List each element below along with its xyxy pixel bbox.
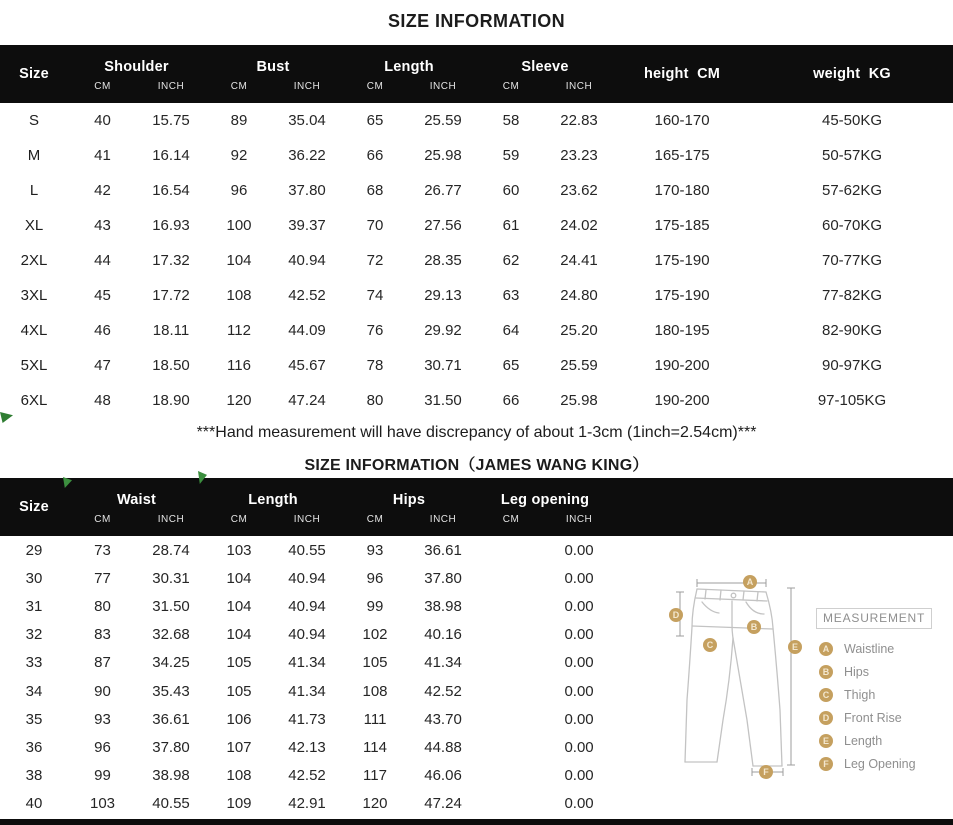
- table-cell: 87: [94, 654, 111, 672]
- badge-d-icon: D: [819, 711, 833, 725]
- table-cell: 104: [226, 597, 252, 615]
- table-cell: 16.93: [152, 217, 190, 234]
- table-cell: 175-190: [654, 252, 710, 269]
- table-cell: 25.59: [424, 112, 462, 129]
- unit-label-inch: INCH: [273, 77, 341, 103]
- unit-label-cm: CM: [477, 510, 545, 536]
- table-cell: 96: [230, 182, 248, 199]
- badge-d-icon: D: [669, 608, 683, 622]
- table-cell: 46.06: [424, 767, 462, 785]
- measurement-note: ***Hand measurement will have discrepancy of about 1-3cm (1inch=2.54cm)***: [196, 424, 757, 441]
- table-cell: 83: [94, 626, 111, 644]
- table-cell: 66: [366, 147, 384, 164]
- table-cell: 90: [94, 682, 111, 700]
- table-cell: 77-82KG: [821, 287, 883, 304]
- table-cell: 59: [502, 147, 520, 164]
- table-cell: 16.14: [152, 147, 190, 164]
- table-cell: [477, 790, 545, 818]
- table-cell: 65: [502, 357, 520, 374]
- table-cell: 31: [25, 597, 43, 615]
- legend-title: MEASUREMENT: [816, 608, 932, 629]
- table-cell: 41.34: [424, 654, 462, 672]
- table-cell: 3XL: [20, 287, 48, 304]
- table-cell: 30: [25, 569, 43, 587]
- pants-table-header: [0, 478, 953, 536]
- table-cell: 41.73: [288, 710, 326, 728]
- table-cell: 63: [502, 287, 520, 304]
- table-cell: 18.50: [152, 357, 190, 374]
- column-header-length: Length: [341, 45, 477, 77]
- legend-item: [816, 637, 951, 660]
- table-cell: 25.59: [560, 357, 598, 374]
- table-cell: 0.00: [564, 795, 594, 813]
- badge-c-icon: C: [819, 688, 833, 702]
- table-cell: 65: [366, 112, 384, 129]
- badge-a-icon: A: [743, 575, 757, 589]
- table-cell: 29: [25, 541, 43, 559]
- table-cell: 45: [94, 287, 111, 304]
- table-cell: [477, 536, 545, 564]
- table-cell: 175-185: [654, 217, 710, 234]
- table-cell: 160-170: [654, 112, 710, 129]
- table-cell: 0.00: [564, 541, 594, 559]
- table-cell: 96: [366, 569, 384, 587]
- table-cell: 42.52: [424, 682, 462, 700]
- table-row: [0, 103, 953, 138]
- table-cell: [477, 733, 545, 761]
- table-cell: 34.25: [152, 654, 190, 672]
- badge-f-icon: F: [759, 765, 773, 779]
- table-cell: 70: [366, 217, 384, 234]
- table-cell: [477, 677, 545, 705]
- table-cell: 70-77KG: [821, 252, 883, 269]
- table-cell: 40.55: [152, 795, 190, 813]
- table-cell: 17.32: [152, 252, 190, 269]
- badge-b-icon: B: [819, 665, 833, 679]
- table-cell: 28.35: [424, 252, 462, 269]
- table-cell: 16.54: [152, 182, 190, 199]
- column-header-weight: weight KG: [751, 45, 953, 103]
- table-cell: 103: [89, 795, 116, 813]
- legend-items: [816, 637, 951, 775]
- header-filler: [613, 478, 953, 536]
- column-header-length: Length: [205, 478, 341, 510]
- table-cell: 0.00: [564, 597, 594, 615]
- table-cell: 22.83: [560, 112, 598, 129]
- table-cell: 50-57KG: [821, 147, 883, 164]
- table-cell: 18.90: [152, 392, 190, 409]
- table-cell: 0.00: [564, 710, 594, 728]
- unit-label-inch: INCH: [409, 77, 477, 103]
- column-header-size: Size: [0, 478, 68, 536]
- table-cell: 62: [502, 252, 520, 269]
- table-cell: 61: [502, 217, 520, 234]
- badge-c-icon: C: [703, 638, 717, 652]
- size-information-table: [0, 45, 953, 418]
- table-cell: 36.61: [424, 541, 462, 559]
- table-cell: 23.62: [560, 182, 598, 199]
- table-cell: 57-62KG: [821, 182, 883, 199]
- table-cell: 99: [94, 767, 111, 785]
- table-cell: S: [28, 112, 39, 129]
- table-cell: 120: [226, 392, 252, 409]
- table-cell: 99: [366, 597, 384, 615]
- table-cell: 38: [25, 767, 43, 785]
- unit-label-inch: INCH: [545, 510, 613, 536]
- table-cell: 46: [94, 322, 111, 339]
- table-row: [0, 138, 953, 173]
- column-header-height: height CM: [613, 45, 751, 103]
- table-cell: 82-90KG: [821, 322, 883, 339]
- table-row: [0, 383, 953, 418]
- table-cell: 76: [366, 322, 384, 339]
- table-cell: 72: [366, 252, 384, 269]
- legend-label: Front Rise: [844, 710, 902, 725]
- table-cell: 6XL: [20, 392, 48, 409]
- table-cell: 42: [94, 182, 111, 199]
- unit-label-cm: CM: [68, 77, 137, 103]
- legend-label: Leg Opening: [844, 756, 916, 771]
- table-cell: 34: [25, 682, 43, 700]
- table-cell: 40.55: [288, 541, 326, 559]
- page-title: SIZE INFORMATION: [387, 11, 566, 31]
- table-cell: 32.68: [152, 626, 190, 644]
- table-cell: 105: [226, 654, 252, 672]
- table-row: [0, 173, 953, 208]
- table-cell: 43: [94, 217, 111, 234]
- table-cell: 38.98: [152, 767, 190, 785]
- table-cell: 37.80: [152, 738, 190, 756]
- table-cell: 90-97KG: [821, 357, 883, 374]
- table-cell: 165-175: [654, 147, 710, 164]
- table-row: [0, 313, 953, 348]
- table-cell: 112: [227, 322, 251, 339]
- table-cell: 114: [363, 738, 387, 756]
- table-cell: 190-200: [654, 392, 710, 409]
- table-cell: 47.24: [288, 392, 326, 409]
- table-cell: 80: [366, 392, 384, 409]
- table-cell: 40.94: [288, 569, 326, 587]
- table-cell: 29.13: [424, 287, 462, 304]
- table-cell: 0.00: [564, 682, 594, 700]
- table-cell: 43.70: [424, 710, 462, 728]
- unit-label-cm: CM: [205, 77, 273, 103]
- table-cell: 37.80: [288, 182, 326, 199]
- legend-item: [816, 752, 951, 775]
- table-cell: 40.94: [288, 252, 326, 269]
- unit-label-inch: INCH: [409, 510, 477, 536]
- table-cell: 60-70KG: [821, 217, 883, 234]
- table-cell: 40.16: [424, 626, 462, 644]
- legend-item: [816, 706, 951, 729]
- legend-label: Thigh: [844, 687, 876, 702]
- table-cell: 35: [25, 710, 43, 728]
- table-cell: 5XL: [20, 357, 48, 374]
- table-cell: L: [29, 182, 39, 199]
- table-cell: 170-180: [654, 182, 710, 199]
- table-cell: 44.88: [424, 738, 462, 756]
- table-row: [0, 348, 953, 383]
- legend-label: Hips: [844, 664, 870, 679]
- table-cell: 111: [363, 710, 387, 728]
- size-table-body: [0, 103, 953, 418]
- table-cell: 36: [25, 738, 43, 756]
- table-cell: 68: [366, 182, 384, 199]
- table-cell: 18.11: [152, 322, 190, 339]
- table-cell: 93: [366, 541, 384, 559]
- table-cell: 42.91: [288, 795, 326, 813]
- column-header-waist: Waist: [68, 478, 205, 510]
- table-cell: 4XL: [20, 322, 48, 339]
- legend-item: [816, 729, 951, 752]
- table-cell: 30.71: [424, 357, 462, 374]
- table-cell: 40.94: [288, 626, 326, 644]
- table-row: [0, 243, 953, 278]
- table-cell: 42.13: [288, 738, 326, 756]
- table-cell: 36.22: [288, 147, 326, 164]
- unit-label-inch: INCH: [273, 510, 341, 536]
- table-cell: 107: [226, 738, 252, 756]
- table-cell: 25.20: [560, 322, 598, 339]
- table-cell: 35.04: [288, 112, 326, 129]
- table-cell: 66: [502, 392, 520, 409]
- table-cell: 93: [94, 710, 111, 728]
- table-cell: [477, 762, 545, 790]
- table-cell: 175-190: [654, 287, 710, 304]
- table-cell: 36.61: [152, 710, 190, 728]
- unit-label-cm: CM: [341, 77, 409, 103]
- table-row: [0, 208, 953, 243]
- legend-item: [816, 660, 951, 683]
- badge-e-icon: E: [788, 640, 802, 654]
- table-cell: 117: [363, 767, 387, 785]
- table-cell: 42.52: [288, 767, 326, 785]
- table-cell: 44.09: [288, 322, 326, 339]
- table-cell: 120: [362, 795, 388, 813]
- table-cell: 32: [25, 626, 43, 644]
- pants-measurement-diagram: [640, 550, 953, 820]
- table-cell: 104: [226, 626, 252, 644]
- table-cell: 64: [502, 322, 520, 339]
- column-header-sleeve: Sleeve: [477, 45, 613, 77]
- unit-label-inch: INCH: [137, 510, 205, 536]
- column-header-shoulder: Shoulder: [68, 45, 205, 77]
- table-cell: 28.74: [152, 541, 190, 559]
- table-cell: 37.80: [424, 569, 462, 587]
- table-cell: 26.77: [424, 182, 462, 199]
- table-cell: 109: [226, 795, 252, 813]
- table-cell: 106: [226, 710, 252, 728]
- table-cell: 77: [94, 569, 111, 587]
- table-cell: 29.92: [424, 322, 462, 339]
- table-cell: 42.52: [288, 287, 326, 304]
- measurement-legend: [816, 608, 951, 775]
- table-cell: 40: [25, 795, 43, 813]
- table-cell: 0.00: [564, 767, 594, 785]
- unit-label-cm: CM: [477, 77, 545, 103]
- column-header-leg-opening: Leg opening: [477, 478, 613, 510]
- table-cell: 41.34: [288, 654, 326, 672]
- table-cell: 190-200: [654, 357, 710, 374]
- table-cell: 0.00: [564, 738, 594, 756]
- table-cell: 48: [94, 392, 111, 409]
- table-cell: 47: [94, 357, 111, 374]
- table-cell: 15.75: [152, 112, 190, 129]
- table-cell: 27.56: [424, 217, 462, 234]
- table-cell: 78: [366, 357, 384, 374]
- table-cell: 108: [226, 287, 252, 304]
- table-cell: 17.72: [152, 287, 190, 304]
- table-cell: 30.31: [152, 569, 190, 587]
- table-cell: 89: [230, 112, 248, 129]
- table-cell: 45.67: [288, 357, 326, 374]
- table-cell: 0.00: [564, 654, 594, 672]
- table-cell: 102: [362, 626, 388, 644]
- unit-label-cm: CM: [205, 510, 273, 536]
- unit-label-cm: CM: [341, 510, 409, 536]
- table-cell: 25.98: [560, 392, 598, 409]
- table-cell: 35.43: [152, 682, 190, 700]
- table-cell: 33: [25, 654, 43, 672]
- table-cell: 108: [226, 767, 252, 785]
- table-cell: 47.24: [424, 795, 462, 813]
- badge-e-icon: E: [819, 734, 833, 748]
- legend-item: [816, 683, 951, 706]
- table-cell: [477, 705, 545, 733]
- table-cell: 0.00: [564, 569, 594, 587]
- badge-f-icon: F: [819, 757, 833, 771]
- table-cell: 0.00: [564, 626, 594, 644]
- table-cell: 103: [226, 541, 252, 559]
- table-cell: 116: [227, 357, 251, 374]
- table-cell: 40: [94, 112, 111, 129]
- table-cell: 105: [226, 682, 252, 700]
- badge-a-icon: A: [819, 642, 833, 656]
- table-row: [0, 278, 953, 313]
- table-cell: [477, 649, 545, 677]
- table-cell: 96: [94, 738, 111, 756]
- table-cell: 41.34: [288, 682, 326, 700]
- table-cell: 39.37: [288, 217, 326, 234]
- table-cell: 73: [94, 541, 111, 559]
- table-cell: 180-195: [654, 322, 710, 339]
- table-cell: 60: [502, 182, 520, 199]
- table-cell: 80: [94, 597, 111, 615]
- table-cell: 24.02: [560, 217, 598, 234]
- unit-label-inch: INCH: [545, 77, 613, 103]
- table-cell: 104: [226, 569, 252, 587]
- legend-label: Length: [844, 733, 883, 748]
- table-cell: XL: [24, 217, 44, 234]
- secondary-title: SIZE INFORMATION（JAMES WANG KING）: [304, 457, 649, 474]
- table-cell: 23.23: [560, 147, 598, 164]
- table-cell: 41: [94, 147, 111, 164]
- table-cell: M: [27, 147, 41, 164]
- table-cell: 24.41: [560, 252, 598, 269]
- table-cell: 40.94: [288, 597, 326, 615]
- column-header-size: Size: [0, 45, 68, 103]
- badge-b-icon: B: [747, 620, 761, 634]
- table-cell: 104: [226, 252, 252, 269]
- table-cell: 97-105KG: [817, 392, 887, 409]
- table-cell: 108: [362, 682, 388, 700]
- table-cell: 105: [362, 654, 388, 672]
- table-cell: 24.80: [560, 287, 598, 304]
- table-cell: 92: [230, 147, 248, 164]
- table-cell: 58: [502, 112, 520, 129]
- unit-label-cm: CM: [68, 510, 137, 536]
- table-cell: 25.98: [424, 147, 462, 164]
- unit-label-inch: INCH: [137, 77, 205, 103]
- table-cell: 2XL: [20, 252, 48, 269]
- legend-label: Waistline: [844, 641, 895, 656]
- table-cell: [477, 592, 545, 620]
- table-cell: [477, 621, 545, 649]
- table-cell: [477, 564, 545, 592]
- table-cell: 38.98: [424, 597, 462, 615]
- size-table-header: [0, 45, 953, 103]
- table-cell: 44: [94, 252, 111, 269]
- table-cell: 45-50KG: [821, 112, 883, 129]
- column-header-hips: Hips: [341, 478, 477, 510]
- table-cell: 100: [226, 217, 252, 234]
- column-header-bust: Bust: [205, 45, 341, 77]
- table-cell: 74: [366, 287, 384, 304]
- table-cell: 31.50: [424, 392, 462, 409]
- table-cell: 31.50: [152, 597, 190, 615]
